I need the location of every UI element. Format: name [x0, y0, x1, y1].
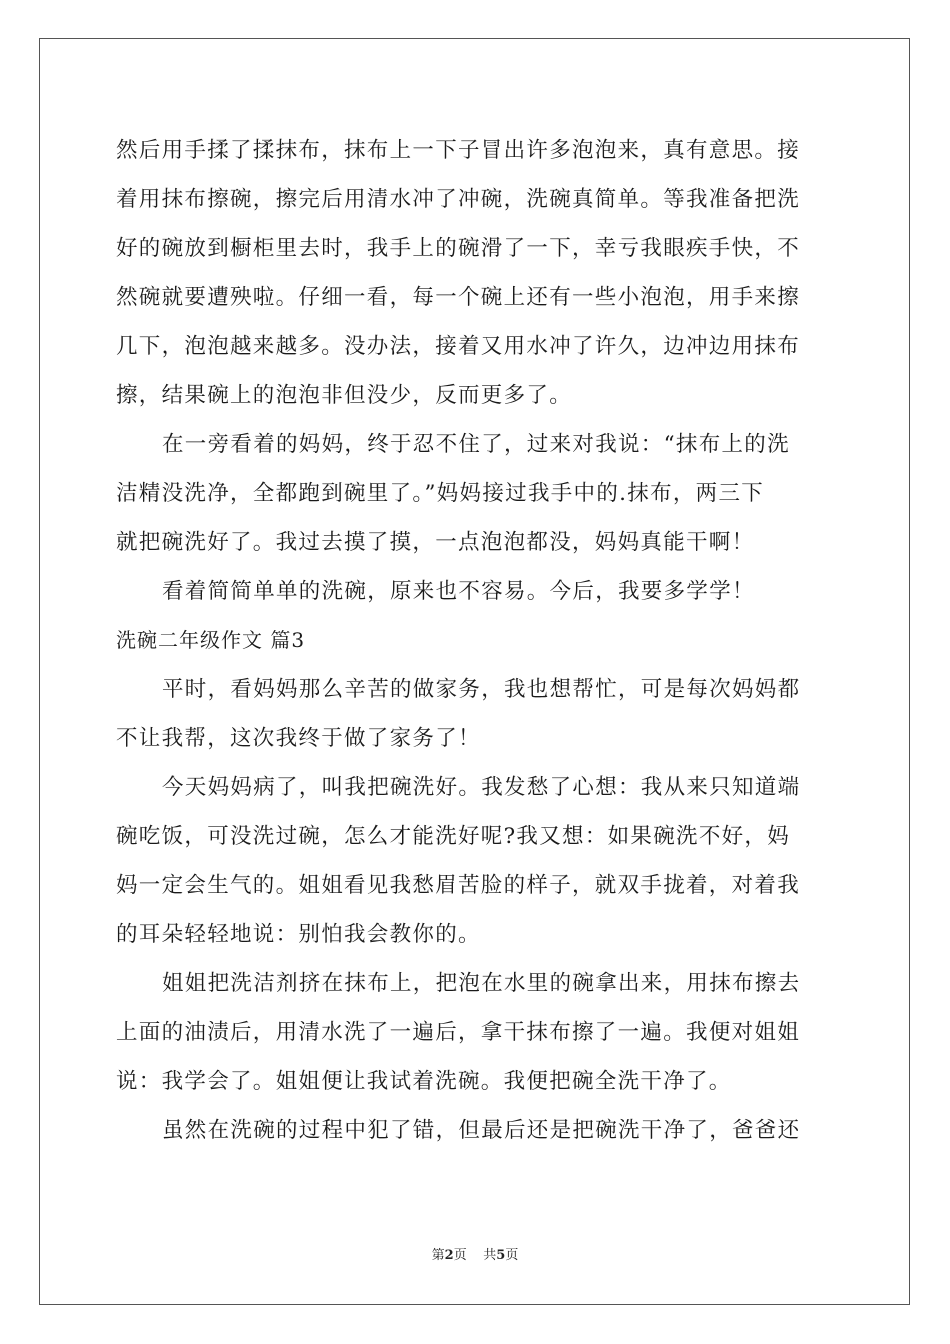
text-line: 然后用手揉了揉抹布，抹布上一下子冒出许多泡泡来，真有意思。接 [116, 138, 801, 163]
paragraph-1 [116, 126, 836, 420]
footer-total-pages: 5 [496, 1248, 506, 1263]
text-line: 洁精没洗净，全都跑到碗里了。”妈妈接过我手中的.抹布，两三下 [116, 481, 765, 506]
page-footer [0, 1244, 950, 1263]
paragraph-5 [116, 763, 836, 959]
text-line: 的耳朵轻轻地说：别怕我会教你的。 [116, 922, 481, 947]
text-line: 虽然在洗碗的过程中犯了错，但最后还是把碗洗干净了，爸爸还 [162, 1118, 801, 1143]
paragraph-2 [116, 420, 836, 567]
text-line: 妈一定会生气的。姐姐看见我愁眉苦脸的样子，就双手拢着，对着我 [116, 873, 801, 898]
text-line: 好的碗放到橱柜里去时，我手上的碗滑了一下，幸亏我眼疾手快，不 [116, 236, 801, 261]
section-title: 洗碗二年级作文 篇3 [116, 628, 306, 652]
paragraph-7 [116, 1106, 836, 1155]
footer-total-prefix: 共 [483, 1248, 497, 1263]
text-line: 看着简简单单的洗碗，原来也不容易。今后，我要多学学！ [162, 579, 755, 604]
paragraph-4 [116, 665, 836, 763]
text-line: 碗吃饭，可没洗过碗，怎么才能洗好呢?我又想：如果碗洗不好，妈 [116, 824, 791, 849]
paragraph-3 [116, 567, 836, 616]
text-line: 不让我帮，这次我终于做了家务了！ [116, 726, 481, 751]
text-line: 就把碗洗好了。我过去摸了摸，一点泡泡都没，妈妈真能干啊！ [116, 530, 755, 555]
document-body [116, 126, 836, 1155]
text-line: 平时，看妈妈那么辛苦的做家务，我也想帮忙，可是每次妈妈都 [162, 677, 801, 702]
footer-page-number: 2 [444, 1248, 454, 1263]
text-line: 着用抹布擦碗，擦完后用清水冲了冲碗，洗碗真简单。等我准备把洗 [116, 187, 801, 212]
paragraph-6 [116, 959, 836, 1106]
footer-total-suffix: 页 [505, 1248, 519, 1263]
text-line: 说：我学会了。姐姐便让我试着洗碗。我便把碗全洗干净了。 [116, 1069, 732, 1094]
text-line: 擦，结果碗上的泡泡非但没少，反而更多了。 [116, 383, 573, 408]
text-line: 姐姐把洗洁剂挤在抹布上，把泡在水里的碗拿出来，用抹布擦去 [162, 971, 801, 996]
footer-page-suffix: 页 [453, 1248, 467, 1263]
text-line: 在一旁看着的妈妈，终于忍不住了，过来对我说：“抹布上的洗 [162, 432, 790, 457]
footer-page-prefix: 第 [431, 1248, 445, 1263]
text-line: 上面的油渍后，用清水洗了一遍后，拿干抹布擦了一遍。我便对姐姐 [116, 1020, 801, 1045]
text-line: 今天妈妈病了，叫我把碗洗好。我发愁了心想：我从来只知道端 [162, 775, 801, 800]
text-line: 几下，泡泡越来越多。没办法，接着又用水冲了许久，边冲边用抹布 [116, 334, 801, 359]
text-line: 然碗就要遭殃啦。仔细一看，每一个碗上还有一些小泡泡，用手来擦 [116, 285, 801, 310]
